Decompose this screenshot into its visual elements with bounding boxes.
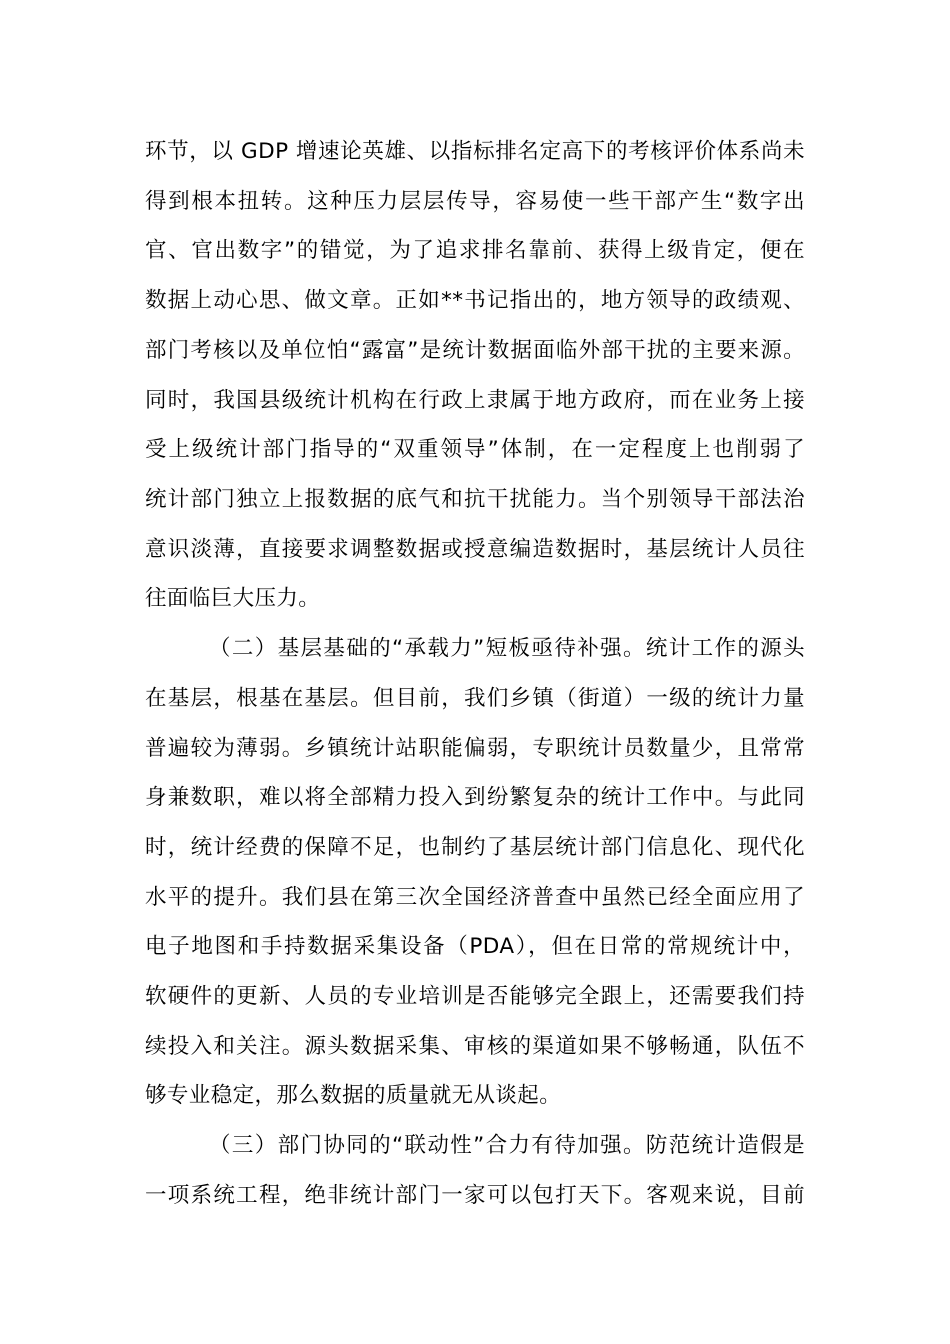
text-line: 意识淡薄，直接要求调整数据或授意编造数据时，基层统计人员往 — [145, 537, 805, 562]
text-line: 在基层，根基在基层。但目前，我们乡镇（街道）一级的统计力量 — [145, 686, 805, 711]
text-line: 一项系统工程，绝非统计部门一家可以包打天下。客观来说，目前 — [145, 1183, 805, 1208]
text-line: 够专业稳定，那么数据的质量就无从谈起。 — [145, 1083, 562, 1108]
text-line: 续投入和关注。源头数据采集、审核的渠道如果不够畅通，队伍不 — [145, 1034, 805, 1059]
text-line: 环节，以 GDP 增速论英雄、以指标排名定高下的考核评价体系尚未 — [145, 139, 805, 164]
text-line: 部门考核以及单位怕“露富”是统计数据面临外部干扰的主要来源。 — [145, 338, 805, 363]
text-line: 同时，我国县级统计机构在行政上隶属于地方政府，而在业务上接 — [145, 388, 805, 413]
text-line: 受上级统计部门指导的“双重领导”体制，在一定程度上也削弱了 — [145, 437, 805, 462]
section-heading-line: （三）部门协同的“联动性”合力有待加强。防范统计造假是 — [209, 1133, 805, 1158]
text-line: 普遍较为薄弱。乡镇统计站职能偏弱，专职统计员数量少，且常常 — [145, 736, 805, 761]
text-line: 数据上动心思、做文章。正如**书记指出的，地方领导的政绩观、 — [145, 288, 805, 313]
text-line: 官、官出数字”的错觉，为了追求排名靠前、获得上级肯定，便在 — [145, 238, 805, 263]
section-heading-line: （二）基层基础的“承载力”短板亟待补强。统计工作的源头 — [209, 636, 805, 661]
text-line: 电子地图和手持数据采集设备（PDA），但在日常的常规统计中， — [145, 934, 805, 959]
text-line: 往面临巨大压力。 — [145, 586, 321, 611]
text-line: 得到根本扭转。这种压力层层传导，容易使一些干部产生“数字出 — [145, 189, 805, 214]
text-line: 统计部门独立上报数据的底气和抗干扰能力。当个别领导干部法治 — [145, 487, 805, 512]
text-line: 软硬件的更新、人员的专业培训是否能够完全跟上，还需要我们持 — [145, 984, 805, 1009]
text-line: 水平的提升。我们县在第三次全国经济普查中虽然已经全面应用了 — [145, 885, 805, 910]
text-line: 时，统计经费的保障不足，也制约了基层统计部门信息化、现代化 — [145, 835, 805, 860]
text-line: 身兼数职，难以将全部精力投入到纷繁复杂的统计工作中。与此同 — [145, 785, 805, 810]
